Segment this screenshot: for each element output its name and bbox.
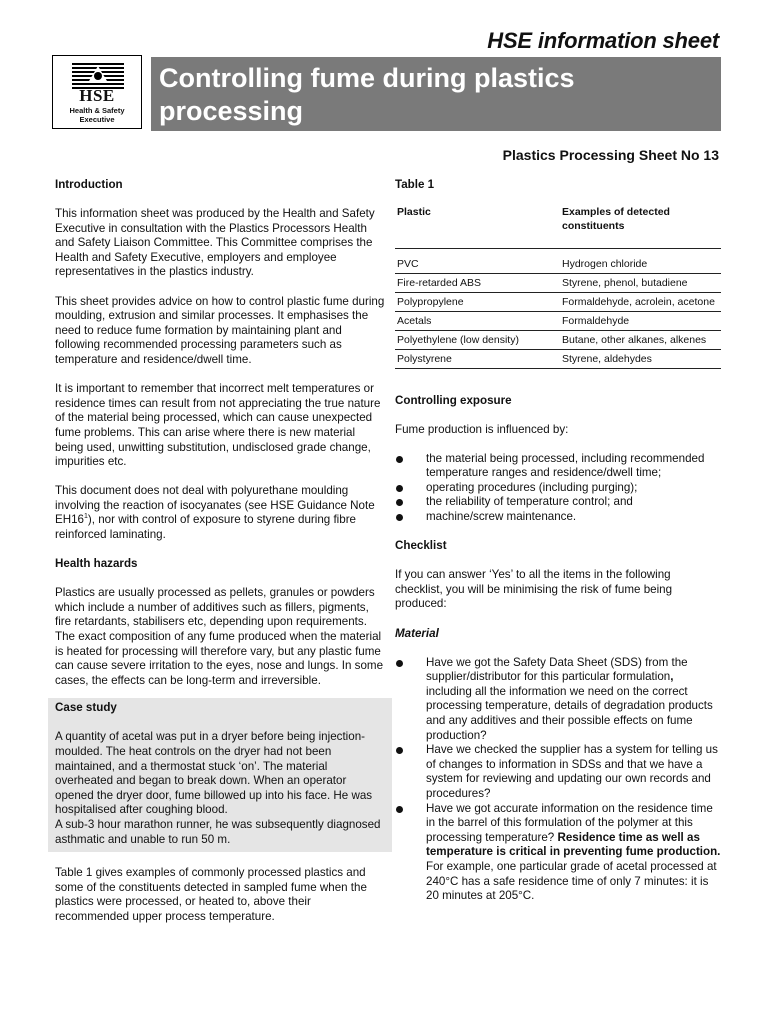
bullet-icon	[396, 660, 403, 667]
table-cell-constituents: Styrene, phenol, butadiene	[562, 276, 688, 289]
table-header-row	[395, 184, 721, 248]
table-cell-plastic: PVC	[397, 257, 419, 270]
table-1-caption: Table 1	[395, 178, 435, 191]
case-study-paragraph-2: A sub-3 hour marathon runner, he was subsequently diagnosed asthmatic and unable to run 50 m.	[55, 817, 381, 846]
intro-paragraph-1: This information sheet was produced by the Health and Safety Executive in consultation with the Plastics Processors Health and Safety Liaison Committee. This Committee comprises the Health and Safety Executive, employers and employee representatives in the plastics industry.	[55, 207, 375, 279]
table-cell-constituents: Formaldehyde, acrolein, acetone	[562, 295, 715, 308]
table-cell-constituents: Styrene, aldehydes	[562, 352, 652, 365]
document-series-label: HSE information sheet	[487, 28, 719, 53]
logo-name	[53, 106, 141, 124]
table-row	[395, 330, 721, 349]
list-item: operating procedures (including purging);	[395, 481, 721, 496]
table-row	[395, 349, 721, 368]
logo-acronym: HSE	[79, 86, 115, 105]
logo-name-line1: Health & Safety	[69, 106, 125, 115]
table-row	[395, 248, 721, 273]
list-item: the material being processed, including recommended temperature ranges and residence/dwell time;	[395, 452, 721, 481]
list-item: the reliability of temperature control; and	[395, 495, 721, 510]
bullet-icon	[396, 514, 403, 521]
health-hazards-paragraph: Plastics are usually processed as pellets, granules or powders which include a number of additives such as fillers, pigments, fire retardants, stabilisers etc, depending upon requirements. The exact composition of any fume produced when the material is heated for processing will therefore vary, but any plastic fume can cause severe irritation to the eyes, nose and lungs. In some cases, the effects can be long-term and irreversible.	[55, 586, 384, 687]
logo-name-line2: Executive	[79, 115, 115, 124]
sheet-number: Plastics Processing Sheet No 13	[502, 147, 719, 163]
page-title-line2: processing	[159, 96, 304, 126]
table-row	[395, 273, 721, 292]
case-study-paragraph-1: A quantity of acetal was put in a dryer before being injection-moulded. The heat controls on the dryer had not been maintained, and a thermostat stuck ‘on’. The material overheated and began to break down. When an operator opened the dryer door, fume billowed up into his face. He was hospitalised after coughing blood.	[55, 730, 373, 817]
intro-paragraph-4: This document does not deal with polyurethane moulding involving the reaction of isocyanates (see HSE Guidance Note $EH16^1$), nor with control of exposure to styrene during fibre reinforced laminating.	[55, 484, 375, 542]
case-study-box	[48, 698, 392, 852]
table-cell-plastic: Polystyrene	[397, 352, 452, 365]
table-cell-constituents: Formaldehyde	[562, 314, 630, 327]
checklist-heading: Checklist	[395, 539, 447, 553]
hse-logo	[52, 55, 142, 129]
right-column	[395, 178, 721, 904]
constituents-table	[395, 184, 721, 369]
case-study-heading: Case study	[55, 701, 117, 715]
footnote-reference: 1	[84, 513, 88, 521]
intro-paragraph-3: It is important to remember that incorrect melt temperatures or residence times can result from not appreciating the true nature of the material being processed, which can cause unexpected fume problems. This can arise where there is new material being used, unwitting substitution, undisclosed grade change, impurities etc.	[55, 382, 381, 469]
material-checklist	[395, 656, 721, 904]
left-column	[55, 178, 385, 939]
controlling-exposure-heading: Controlling exposure	[395, 393, 512, 407]
introduction-heading: Introduction	[55, 178, 123, 191]
table-cell-plastic: Acetals	[397, 314, 432, 327]
list-item: Have we checked the supplier has a system for telling us of changes to information in SDSs and that we have a system for reviewing and updating our own records and procedures?	[395, 743, 721, 801]
table-cell-constituents: Butane, other alkanes, alkenes	[562, 333, 707, 346]
table-header-plastic: Plastic	[397, 206, 431, 218]
bullet-icon	[396, 485, 403, 492]
bullet-icon	[396, 499, 403, 506]
exposure-factors-list	[395, 452, 721, 525]
bullet-icon	[396, 456, 403, 463]
material-subheading: Material	[395, 626, 439, 640]
table-header-constituents: Examples of detected constituents	[562, 206, 670, 232]
list-item: Have we got accurate information on the residence time in the barrel of this formulation of the polymer at this processing temperature? Residence time as well as temperature is critical in preventing fume production. For example, one particular grade of acetal processed at 240°C has a safe residence time of only 7 minutes: it is 20 minutes at 205°C.	[395, 802, 721, 904]
table-cell-plastic: Polyethylene (low density)	[397, 333, 519, 346]
table-cell-constituents: Hydrogen chloride	[562, 257, 648, 270]
page-title-line1: Controlling fume during plastics	[159, 63, 575, 93]
list-item: machine/screw maintenance.	[395, 510, 721, 525]
table-row	[395, 311, 721, 330]
table-row	[395, 292, 721, 311]
exposure-intro: Fume production is influenced by:	[395, 422, 569, 436]
table-cell-plastic: Fire-retarded ABS	[397, 276, 482, 289]
intro-paragraph-2: This sheet provides advice on how to control plastic fume during moulding, extrusion and similar processes. It emphasises the need to reduce fume formation by maintaining plant and following recommended processing parameters such as temperature and residence/dwell time.	[55, 294, 385, 366]
bullet-icon	[396, 806, 403, 813]
list-item: Have we got the Safety Data Sheet (SDS) from the supplier/distributor for this particular formulation, including all the information we need on the correct processing temperature, details of degradation products and any additives and their possible effects on fume production?	[395, 656, 721, 744]
page-title	[151, 57, 721, 131]
table-intro-paragraph: Table 1 gives examples of commonly processed plastics and some of the constituents detected in sampled fume when the plastics were processed, or heated to, above their recommended upper process temperature.	[55, 866, 367, 923]
health-hazards-heading: Health hazards	[55, 557, 138, 571]
table-cell-plastic: Polypropylene	[397, 295, 464, 308]
checklist-intro: If you can answer ‘Yes’ to all the items in the following checklist, you will be minimising the risk of fume being produced:	[395, 568, 673, 611]
bullet-icon	[396, 747, 403, 754]
